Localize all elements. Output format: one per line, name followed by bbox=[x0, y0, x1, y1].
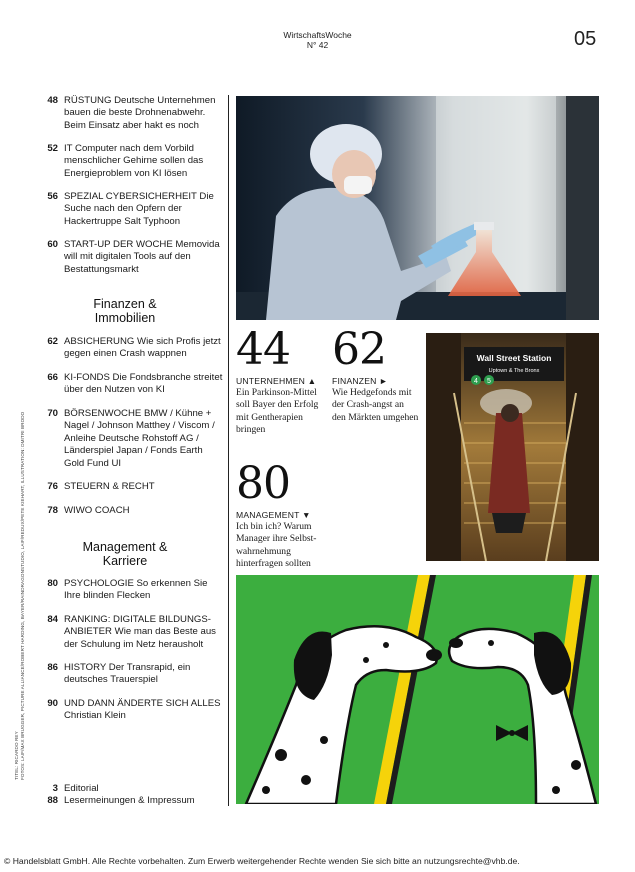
teaser-unternehmen[interactable] bbox=[236, 324, 328, 436]
dalmatians-image bbox=[236, 575, 599, 804]
toc-entry-text: PSYCHOLOGIE So erkennen Sie Ihre blinden Flecken bbox=[64, 578, 208, 602]
toc-entry[interactable] bbox=[40, 191, 225, 228]
toc-page-number: 86 bbox=[47, 662, 58, 673]
toc-page-number: 56 bbox=[47, 191, 58, 202]
subway-photo[interactable] bbox=[426, 333, 599, 561]
toc-entry[interactable] bbox=[40, 614, 225, 651]
train-4-icon: 4 bbox=[474, 378, 478, 385]
teaser-text: Wie Hedgefonds mit der Crash-angst an den Märkten umgehen bbox=[332, 387, 419, 423]
photo-credit-line: TITEL: RICARDO REY bbox=[14, 731, 19, 780]
station-sign-subtext: Uptown & The Bronx bbox=[488, 368, 540, 374]
toc-entry-text: HISTORY Der Transrapid, ein deutsches Trauerspiel bbox=[64, 662, 191, 686]
lab-photo[interactable] bbox=[236, 96, 599, 320]
dalmatian-illustration[interactable] bbox=[236, 575, 599, 804]
section-title-finanzen bbox=[40, 297, 210, 325]
teaser-finanzen[interactable] bbox=[332, 324, 420, 424]
toc-entry-text: ABSICHERUNG Wie sich Profis jetzt gegen einen Crash wappnen bbox=[64, 336, 221, 360]
toc-entry-text: Lesermeinungen & Impressum bbox=[64, 795, 195, 806]
toc-entry-text: Editorial bbox=[64, 783, 99, 794]
teaser-kicker: UNTERNEHMEN ▲ bbox=[236, 376, 317, 386]
teaser-text: Ich bin ich? Warum Manager ihre Selbst-wahrnehmung hinterfragen sollten bbox=[236, 521, 317, 569]
toc-entry-text: UND DANN ÄNDERTE SICH ALLES Christian Klein bbox=[64, 698, 221, 722]
photo-credit-line: FOTOS: LAIF/MAX BRUGGER, PICTURE ALLIANCE/ROBERT HARDING, BAYER/RAINDRAGONSTUDIO, LAIF/REDUX/PETE KIEHART, ILLUSTRATION: DMITRI BRODO bbox=[20, 411, 25, 780]
toc-entry[interactable] bbox=[40, 408, 225, 470]
section-title-line: Immobilien bbox=[94, 311, 156, 325]
toc-page-number: 62 bbox=[47, 336, 58, 347]
teaser-management[interactable] bbox=[236, 458, 328, 570]
teaser-text: Ein Parkinson-Mittel soll Bayer den Erfolg mit Gentherapien bringen bbox=[236, 387, 319, 435]
toc-page-number: 90 bbox=[47, 698, 58, 709]
toc-page-number: 48 bbox=[47, 95, 58, 106]
toc-page-number: 52 bbox=[47, 143, 58, 154]
toc-entry[interactable] bbox=[40, 662, 225, 687]
teaser-page-number: 62 bbox=[332, 324, 386, 375]
teaser-kicker: FINANZEN ► bbox=[332, 376, 388, 386]
toc-entry-text: RÜSTUNG Deutsche Unternehmen bauen die beste Drohnenabwehr. Beim Einsatz aber hakt es noch bbox=[64, 95, 216, 131]
wall-street-station-image bbox=[426, 333, 599, 561]
toc-entry-text: START-UP DER WOCHE Memovida will mit digitalen Tools auf den Bestattungsmarkt bbox=[64, 239, 220, 275]
toc-entry-text: WIWO COACH bbox=[64, 505, 130, 516]
toc-entry[interactable] bbox=[40, 783, 225, 795]
toc-entry[interactable] bbox=[40, 795, 225, 807]
section-title-line: Management & bbox=[82, 540, 168, 554]
toc-entry-text: STEUERN & RECHT bbox=[64, 481, 155, 492]
masthead bbox=[0, 30, 635, 50]
column-divider bbox=[228, 95, 229, 806]
toc-page-number: 76 bbox=[47, 481, 58, 492]
toc-entry[interactable] bbox=[40, 143, 225, 180]
toc-entry[interactable] bbox=[40, 239, 225, 276]
toc-entry-text: IT Computer nach dem Vorbild menschlicher Gehirne sollen das Energieproblem von KI lösen bbox=[64, 143, 204, 179]
teaser-kicker: MANAGEMENT ▼ bbox=[236, 510, 311, 520]
magazine-name: WirtschaftsWoche bbox=[283, 30, 352, 40]
toc-entry[interactable] bbox=[40, 95, 225, 132]
toc-entry-text: BÖRSENWOCHE BMW / Kühne + Nagel / Johnson Matthey / Viscom / Anleihe Deutsche Rohstoff AG / Länderspiel Japan / Fonds Earth Gold Fund UI bbox=[64, 408, 215, 469]
toc-page-number: 66 bbox=[47, 372, 58, 383]
toc-entry-text: KI-FONDS Die Fondsbranche streitet über den Nutzen von KI bbox=[64, 372, 223, 396]
lab-scientist-image bbox=[236, 96, 599, 320]
toc-entry[interactable] bbox=[40, 505, 225, 517]
toc-page-number: 70 bbox=[47, 408, 58, 419]
toc-page-number: 84 bbox=[47, 614, 58, 625]
photo-credit bbox=[14, 412, 26, 780]
station-sign-text: Wall Street Station bbox=[476, 353, 552, 363]
copyright-footer: © Handelsblatt GmbH. Alle Rechte vorbehalten. Zum Erwerb weitergehender Rechte wenden Sie sich bitte an nutzungsrechte@vhb.de. bbox=[4, 856, 520, 866]
teaser-page-number: 44 bbox=[236, 324, 290, 375]
toc-entry-text: SPEZIAL CYBERSICHERHEIT Die Suche nach den Opfern der Hackertruppe Salt Typhoon bbox=[64, 191, 214, 227]
toc-page-number: 88 bbox=[47, 795, 58, 806]
section-title-line: Finanzen & bbox=[93, 297, 157, 311]
issue-number: N° 42 bbox=[306, 40, 329, 50]
toc-entry-text: RANKING: DIGITALE BILDUNGS-ANBIETER Wie man das Beste aus der Schulung im Netz herausholt bbox=[64, 614, 216, 650]
toc-entry[interactable] bbox=[40, 372, 225, 397]
toc-entry[interactable] bbox=[40, 698, 225, 723]
toc-page-number: 3 bbox=[52, 783, 58, 794]
section-title-management bbox=[40, 540, 210, 568]
section-title-line: Karriere bbox=[102, 554, 148, 568]
toc-page-number: 80 bbox=[47, 578, 58, 589]
toc-page-number: 60 bbox=[47, 239, 58, 250]
train-5-icon: 5 bbox=[487, 378, 491, 385]
page-number: 05 bbox=[574, 28, 597, 50]
toc-page-number: 78 bbox=[47, 505, 58, 516]
teaser-page-number: 80 bbox=[236, 458, 290, 509]
toc-entry[interactable] bbox=[40, 336, 225, 361]
toc-entry[interactable] bbox=[40, 481, 225, 493]
toc-entry[interactable] bbox=[40, 578, 225, 603]
